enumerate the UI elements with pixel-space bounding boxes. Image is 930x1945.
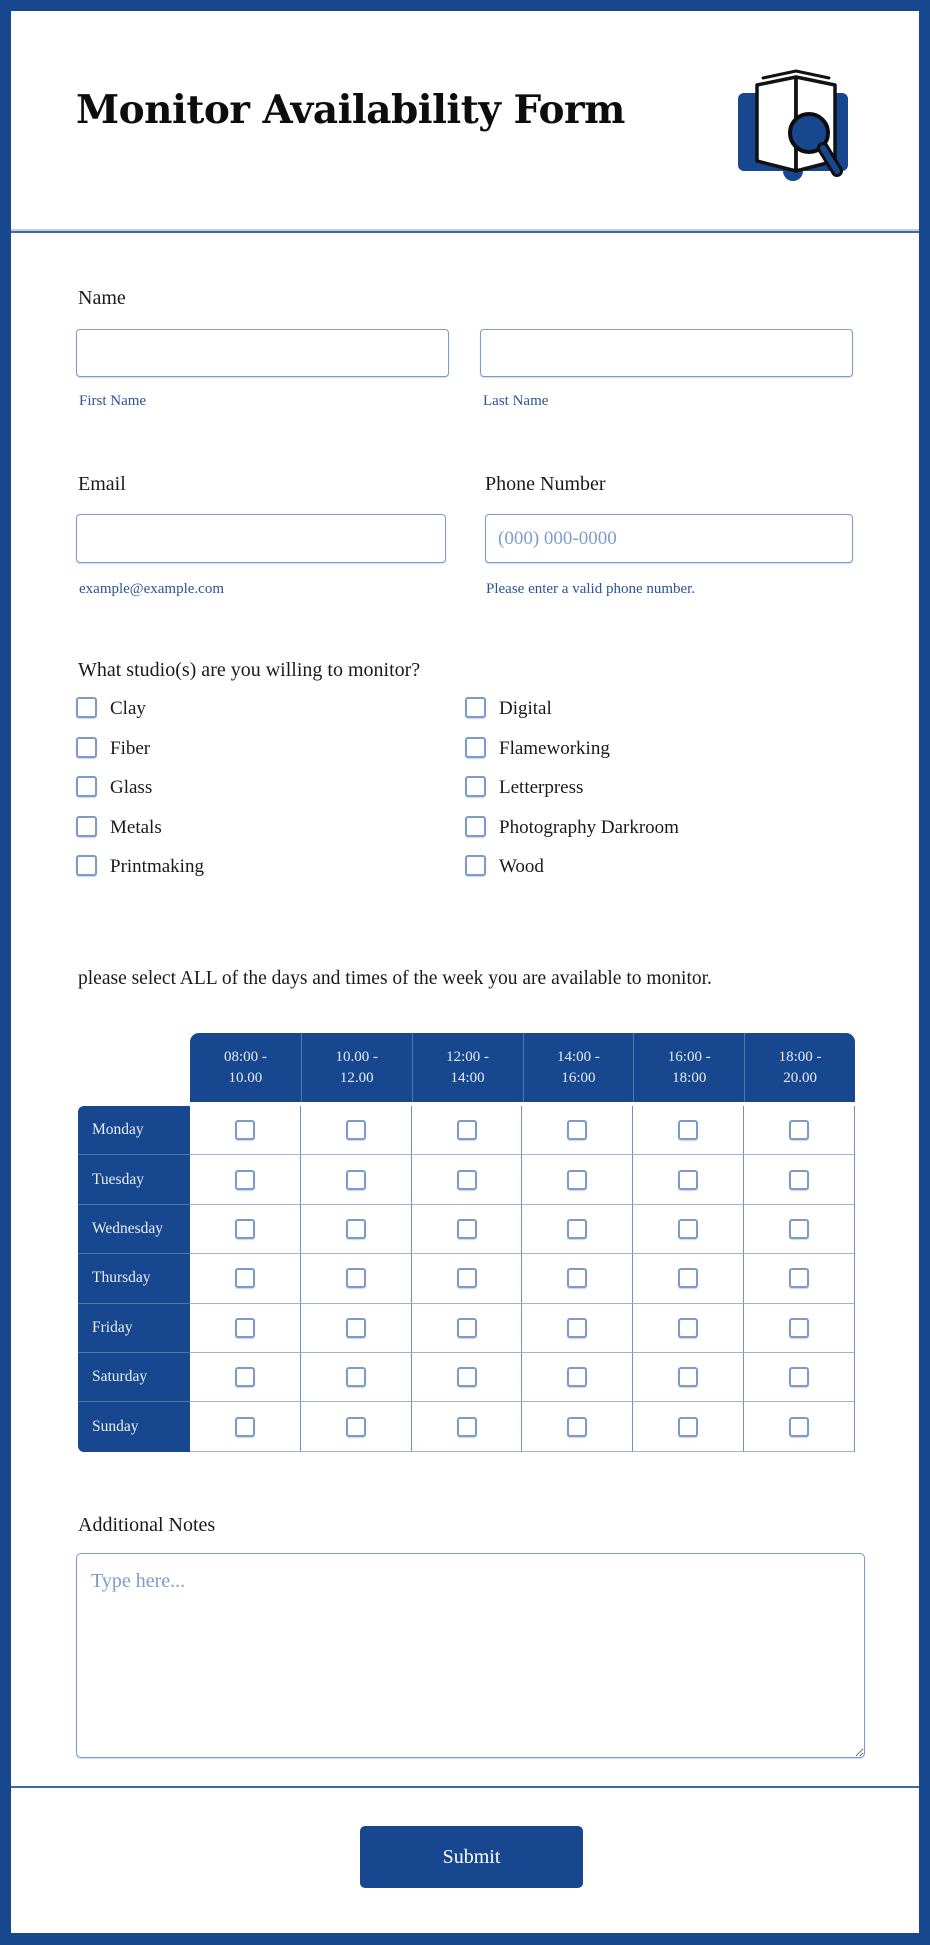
availability-checkbox-friday-col3[interactable] [457,1318,477,1338]
studio-option-printmaking[interactable] [76,855,204,895]
slot-cell [190,1353,301,1402]
checkbox-icon[interactable] [76,855,97,876]
availability-checkbox-saturday-col5[interactable] [678,1367,698,1387]
slot-cell [744,1254,855,1303]
availability-checkbox-tuesday-col4[interactable] [567,1170,587,1190]
availability-checkbox-saturday-col4[interactable] [567,1367,587,1387]
availability-checkbox-saturday-col1[interactable] [235,1367,255,1387]
last-name-input[interactable] [480,329,853,377]
availability-checkbox-sunday-col2[interactable] [346,1417,366,1437]
day-row-header-monday: Monday [78,1106,190,1155]
availability-checkbox-wednesday-col1[interactable] [235,1219,255,1239]
day-row-header-saturday: Saturday [78,1353,190,1402]
studio-option-flameworking[interactable] [465,737,679,777]
availability-checkbox-thursday-col6[interactable] [789,1268,809,1288]
studio-option-digital[interactable] [465,697,679,737]
availability-checkbox-monday-col1[interactable] [235,1120,255,1140]
checkbox-icon[interactable] [465,697,486,718]
studios-col-right [465,697,679,895]
slot-cell [190,1205,301,1254]
studio-option-label: Metals [110,816,162,838]
email-label: Email [78,473,126,495]
availability-checkbox-wednesday-col5[interactable] [678,1219,698,1239]
availability-checkbox-tuesday-col1[interactable] [235,1170,255,1190]
slot-cell [412,1205,523,1254]
availability-checkbox-wednesday-col6[interactable] [789,1219,809,1239]
notes-textarea[interactable] [76,1553,865,1758]
availability-grid-body [78,1106,855,1452]
slot-cell [522,1254,633,1303]
day-row-header-sunday: Sunday [78,1402,190,1451]
time-column-header: 14:00 - 16:00 [523,1033,634,1102]
availability-checkbox-friday-col5[interactable] [678,1318,698,1338]
availability-checkbox-monday-col5[interactable] [678,1120,698,1140]
availability-checkbox-sunday-col3[interactable] [457,1417,477,1437]
submit-button[interactable]: Submit [360,1826,583,1888]
availability-checkbox-wednesday-col3[interactable] [457,1219,477,1239]
slot-cell [301,1402,412,1451]
availability-checkbox-friday-col1[interactable] [235,1318,255,1338]
phone-label: Phone Number [485,473,606,495]
day-row-header-friday: Friday [78,1304,190,1353]
name-label: Name [78,287,126,309]
day-row-header-wednesday: Wednesday [78,1205,190,1254]
time-column-header: 12:00 - 14:00 [412,1033,523,1102]
slot-cell [633,1155,744,1204]
availability-checkbox-thursday-col5[interactable] [678,1268,698,1288]
availability-checkbox-thursday-col4[interactable] [567,1268,587,1288]
slot-cell [190,1155,301,1204]
slot-cell [633,1106,744,1155]
checkbox-icon[interactable] [76,697,97,718]
availability-checkbox-sunday-col6[interactable] [789,1417,809,1437]
slot-cell [522,1304,633,1353]
checkbox-icon[interactable] [76,737,97,758]
studio-option-fiber[interactable] [76,737,204,777]
time-column-header: 18:00 - 20.00 [744,1033,855,1102]
studio-option-wood[interactable] [465,855,679,895]
slot-cell [190,1402,301,1451]
slot-cell [301,1304,412,1353]
availability-checkbox-tuesday-col6[interactable] [789,1170,809,1190]
slot-cell [412,1304,523,1353]
day-row-header-thursday: Thursday [78,1254,190,1303]
last-name-sublabel: Last Name [483,393,549,409]
phone-sublabel: Please enter a valid phone number. [486,581,696,597]
studio-option-label: Fiber [110,737,151,759]
slot-cell [301,1205,412,1254]
studio-option-label: Letterpress [499,777,584,798]
availability-checkbox-wednesday-col2[interactable] [346,1219,366,1239]
slot-cell [412,1106,523,1155]
slot-cell [301,1106,412,1155]
time-column-header: 16:00 - 18:00 [633,1033,744,1102]
email-input[interactable] [76,514,446,563]
studio-option-label: Wood [499,856,544,877]
slot-cell [744,1155,855,1204]
availability-checkbox-friday-col2[interactable] [346,1318,366,1338]
availability-table [78,1033,855,1452]
day-row-header-tuesday: Tuesday [78,1155,190,1204]
slot-cell [412,1155,523,1204]
checkbox-icon[interactable] [76,776,97,797]
studio-option-label: Photography Darkroom [499,816,679,838]
studio-option-letterpress[interactable] [465,776,679,816]
studios-col-left [76,697,204,895]
slot-cell [744,1353,855,1402]
availability-checkbox-sunday-col4[interactable] [567,1417,587,1437]
time-column-header: 08:00 - 10.00 [223,1048,267,1086]
slot-cell [633,1205,744,1254]
slot-cell [522,1205,633,1254]
slot-cell [412,1402,523,1451]
availability-checkbox-tuesday-col3[interactable] [457,1170,477,1190]
checkbox-icon[interactable] [465,855,486,876]
phone-input[interactable] [485,514,853,563]
studios-question: What studio(s) are you willing to monitor? [78,659,421,681]
slot-cell [633,1402,744,1451]
studio-option-label: Printmaking [110,856,204,877]
slot-cell [744,1205,855,1254]
first-name-sublabel: First Name [79,393,147,409]
checkbox-icon[interactable] [76,816,97,837]
availability-checkbox-monday-col4[interactable] [567,1120,587,1140]
page-title: Monitor Availability Form [76,87,625,133]
slot-cell [522,1353,633,1402]
book-magnifier-icon [733,59,863,185]
footer-divider [11,1786,919,1788]
availability-checkbox-tuesday-col5[interactable] [678,1170,698,1190]
slot-cell [633,1353,744,1402]
time-header-row [190,1033,855,1102]
slot-cell [190,1304,301,1353]
availability-checkbox-tuesday-col2[interactable] [346,1170,366,1190]
studio-option-label: Glass [110,777,153,798]
studio-option-label: Digital [499,698,552,719]
notes-label: Additional Notes [78,1514,216,1536]
slot-cell [190,1106,301,1155]
checkbox-icon[interactable] [465,776,486,797]
time-column-header: 10.00 - 12.00 [301,1033,412,1102]
availability-checkbox-friday-col4[interactable] [567,1318,587,1338]
email-sublabel: example@example.com [79,581,225,597]
first-name-input[interactable] [76,329,449,377]
studio-option-photography-darkroom[interactable] [465,816,679,856]
slot-cell [412,1254,523,1303]
availability-checkbox-thursday-col2[interactable] [346,1268,366,1288]
slot-cell [522,1402,633,1451]
slot-cell [633,1254,744,1303]
studio-option-glass[interactable] [76,776,204,816]
slot-cell [744,1402,855,1451]
header-divider [11,229,919,233]
availability-checkbox-thursday-col1[interactable] [235,1268,255,1288]
availability-checkbox-thursday-col3[interactable] [457,1268,477,1288]
availability-checkbox-friday-col6[interactable] [789,1318,809,1338]
availability-checkbox-monday-col6[interactable] [789,1120,809,1140]
availability-checkbox-monday-col2[interactable] [346,1120,366,1140]
availability-checkbox-sunday-col5[interactable] [678,1417,698,1437]
slot-cell [412,1353,523,1402]
studio-option-clay[interactable] [76,697,204,737]
studio-option-metals[interactable] [76,816,204,856]
slot-cell [190,1254,301,1303]
studio-option-label: Flameworking [499,737,610,759]
availability-checkbox-saturday-col6[interactable] [789,1367,809,1387]
checkbox-icon[interactable] [465,816,486,837]
slot-cell [522,1155,633,1204]
slot-cell [522,1106,633,1155]
slot-cell [633,1304,744,1353]
availability-checkbox-saturday-col3[interactable] [457,1367,477,1387]
availability-prompt: please select ALL of the days and times of the week you are available to monitor. [78,968,712,989]
slot-cell [744,1304,855,1353]
availability-checkbox-saturday-col2[interactable] [346,1367,366,1387]
availability-checkbox-monday-col3[interactable] [457,1120,477,1140]
slot-cell [744,1106,855,1155]
slot-cell [301,1155,412,1204]
slot-cell [301,1353,412,1402]
checkbox-icon[interactable] [465,737,486,758]
slot-cell [301,1254,412,1303]
studio-option-label: Clay [110,698,146,719]
availability-checkbox-sunday-col1[interactable] [235,1417,255,1437]
availability-checkbox-wednesday-col4[interactable] [567,1219,587,1239]
